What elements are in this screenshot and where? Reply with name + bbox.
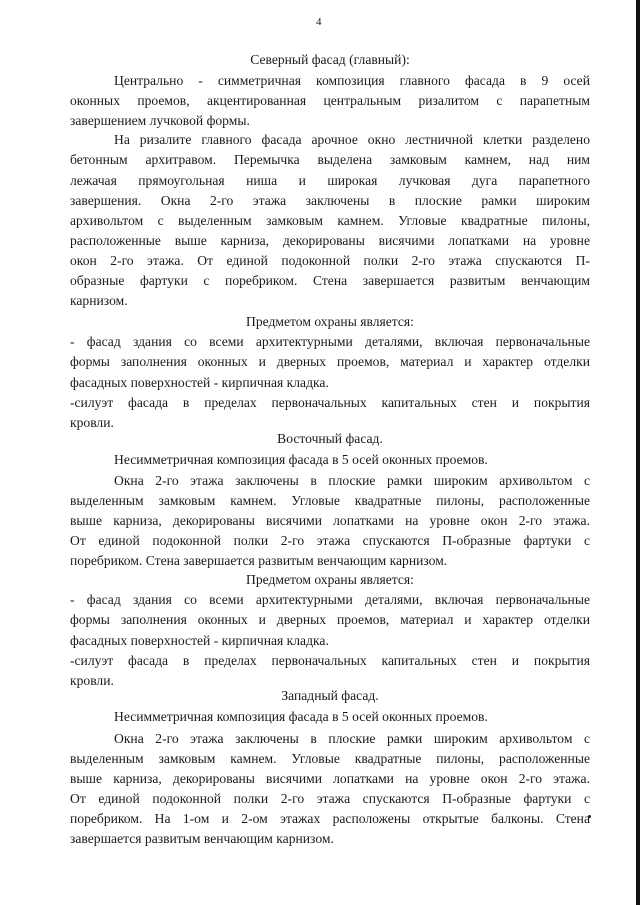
north-p2-line-1: На ризалите главного фасада арочное окно лестничной клетки разделено [114, 132, 590, 147]
north-p2-line-8: образные фартуки с поребриком. Стена завершается развитым венчающим [70, 273, 590, 288]
north-p2-line-6: расположенные выше карниза, декорированы висячими лопатками на уровне [70, 233, 590, 248]
east-protect2-line-2: кровли. [70, 673, 114, 688]
north-protect1-line-2: формы заполнения оконных и дверных проемов, материал и характер отделки [70, 354, 590, 369]
north-p1-line-2: оконных проемов, акцентированная центральным ризалитом с парапетным [70, 93, 590, 108]
north-protect2-line-1: -силуэт фасада в пределах первоначальных капитальных стен и покрытия [70, 395, 590, 410]
east-p1-line-1: Несимметричная композиция фасада в 5 осей оконных проемов. [114, 452, 488, 467]
north-p1-line-1: Центрально - симметричная композиция главного фасада в 9 осей [114, 73, 590, 88]
north-protect1-line-3: фасадных поверхностей - кирпичная кладка. [70, 375, 329, 390]
west-p2-line-3: выше карниза, декорированы висячими лопатками на уровне окон 2-го этажа. [70, 771, 590, 786]
north-p1-line-3: завершением лучковой формы. [70, 113, 250, 128]
west-p2-line-2: выделенным замковым камнем. Угловые квадратные пилоны, расположенные [70, 751, 590, 766]
west-p2-line-4: От единой подоконной полки 2-го этажа спускаются П-образные фартуки с [70, 791, 590, 806]
west-heading: Западный фасад. [281, 688, 379, 703]
north-protect-heading: Предметом охраны является: [246, 314, 414, 329]
east-protect-heading: Предметом охраны является: [246, 572, 414, 587]
east-p2-line-4: От единой подоконной полки 2-го этажа спускаются П-образные фартуки с [70, 533, 590, 548]
north-protect1-line-1: - фасад здания со всеми архитектурными деталями, включая первоначальные [70, 334, 590, 349]
east-p2-line-2: выделенным замковым камнем. Угловые квадратные пилоны, расположенные [70, 493, 590, 508]
north-p2-line-4: завершения. Окна 2-го этажа заключены в плоские рамки широким [70, 193, 590, 208]
west-p2-line-5: поребриком. На 1-ом и 2-ом этажах расположены открытые балконы. Стена [70, 811, 590, 826]
east-heading: Восточный фасад. [277, 431, 383, 446]
scan-edge-shadow [636, 0, 640, 905]
east-protect1-line-2: формы заполнения оконных и дверных проемов, материал и характер отделки [70, 612, 590, 627]
east-protect1-line-1: - фасад здания со всеми архитектурными деталями, включая первоначальные [70, 592, 590, 607]
page-number: 4 [316, 16, 322, 28]
east-protect2-line-1: -силуэт фасада в пределах первоначальных капитальных стен и покрытия [70, 653, 590, 668]
north-protect2-line-2: кровли. [70, 415, 114, 430]
west-p2-line-1: Окна 2-го этажа заключены в плоские рамки широким архивольтом с [114, 731, 590, 746]
west-p1-line-1: Несимметричная композиция фасада в 5 осей оконных проемов. [114, 709, 488, 724]
north-heading: Северный фасад (главный): [250, 52, 410, 67]
north-p2-line-5: архивольтом с выделенным замковым камнем. Угловые квадратные пилоны, [70, 213, 590, 228]
north-p2-line-9: карнизом. [70, 293, 128, 308]
east-p2-line-3: выше карниза, декорированы висячими лопатками на уровне окон 2-го этажа. [70, 513, 590, 528]
north-p2-line-2: бетонным архитравом. Перемычка выделена замковым камнем, над ним [70, 152, 590, 167]
east-p2-line-5: поребриком. Стена завершается развитым венчающим карнизом. [70, 553, 448, 568]
north-p2-line-7: окон 2-го этажа. От единой подоконной полки 2-го этажа спускаются П- [70, 253, 590, 268]
east-protect1-line-3: фасадных поверхностей - кирпичная кладка. [70, 633, 329, 648]
west-p2-line-6: завершается развитым венчающим карнизом. [70, 831, 334, 846]
east-p2-line-1: Окна 2-го этажа заключены в плоские рамки широким архивольтом с [114, 473, 590, 488]
north-p2-line-3: лежачая прямоугольная ниша и широкая лучковая дуга парапетного [70, 173, 590, 188]
